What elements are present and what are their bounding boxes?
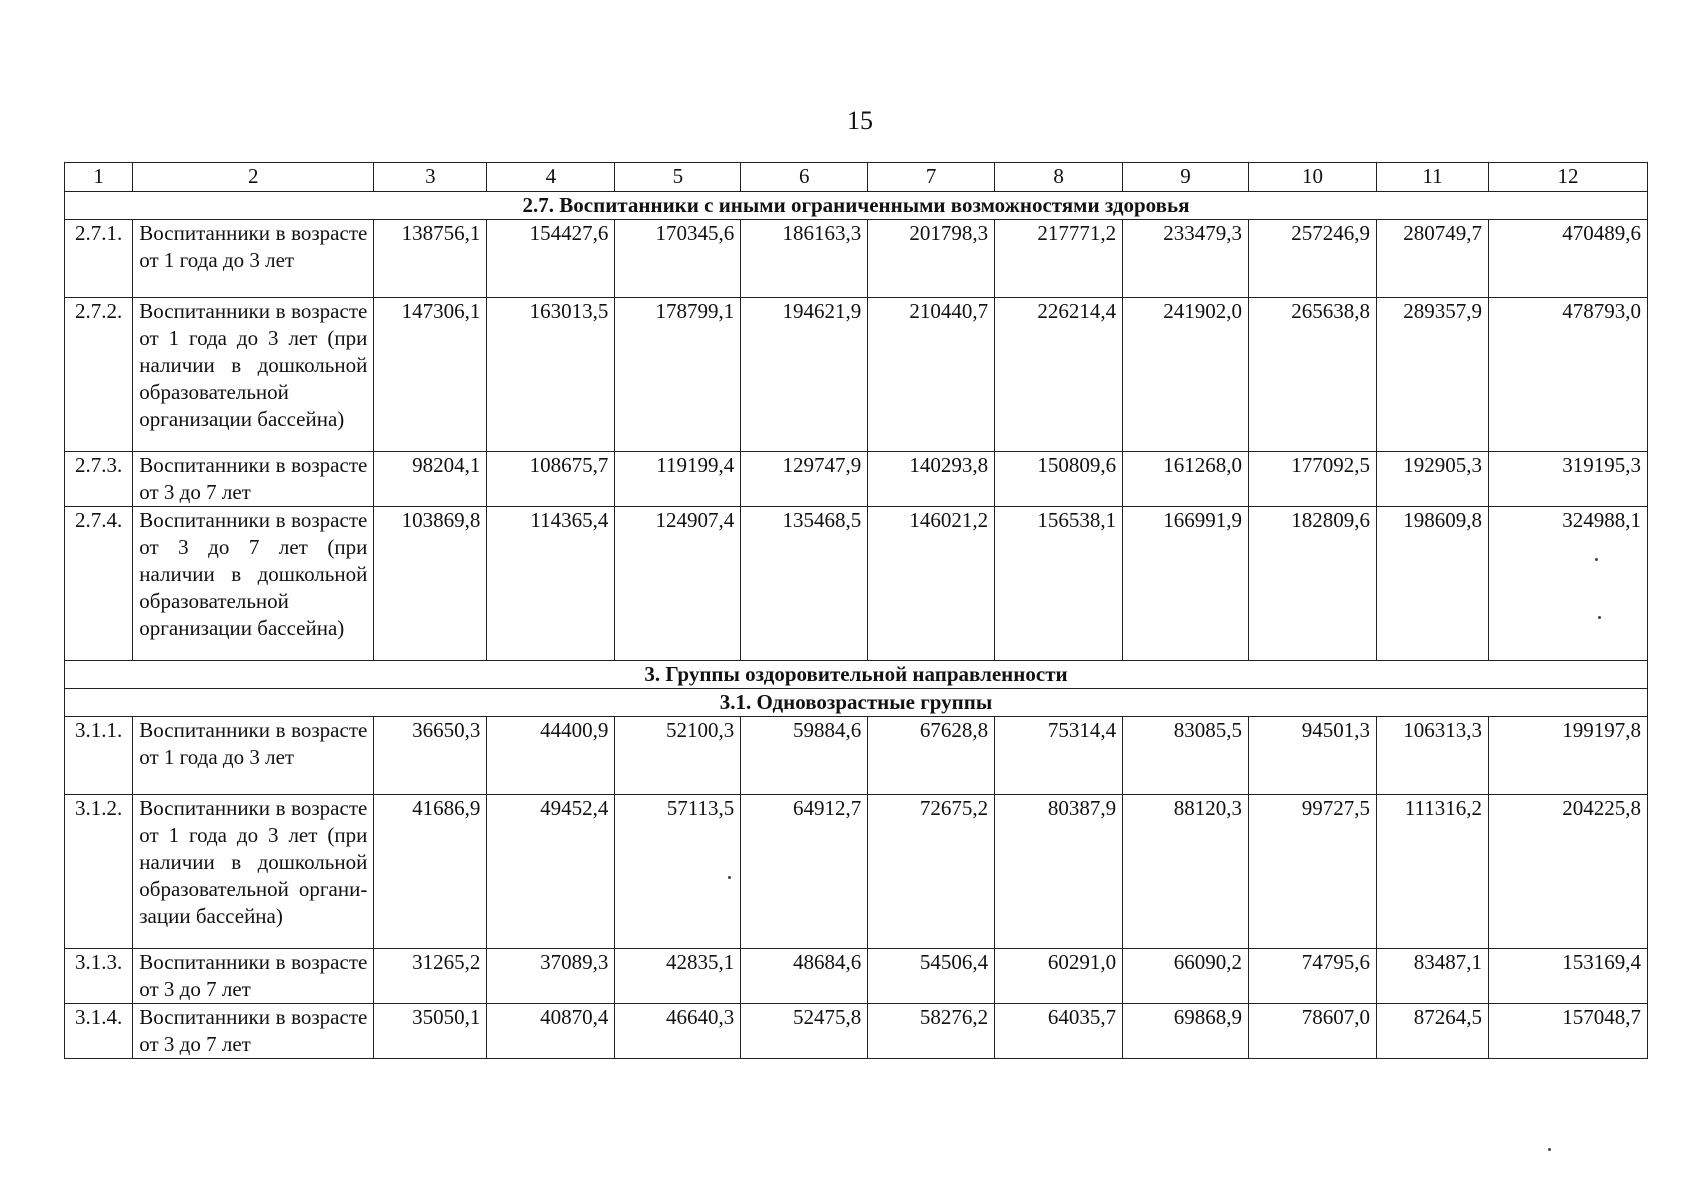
value-cell: 182809,6 [1248, 507, 1376, 661]
value-cell: 58276,2 [868, 1004, 995, 1059]
row-code-cell: 2.7.3. [65, 452, 133, 507]
table-row [65, 717, 1648, 795]
value-cell: 64035,7 [995, 1004, 1123, 1059]
row-description-cell: Воспитанники в возрасте от 3 до 7 лет [133, 1004, 374, 1059]
value-cell: 44400,9 [487, 717, 615, 795]
value-cell: 289357,9 [1376, 298, 1488, 452]
scan-speck [728, 876, 731, 879]
value-cell: 46640,3 [615, 1004, 741, 1059]
column-number-cell: 10 [1248, 163, 1376, 192]
value-cell: 59884,6 [741, 717, 868, 795]
value-cell: 280749,7 [1376, 220, 1488, 298]
value-cell: 83487,1 [1376, 949, 1488, 1004]
value-cell: 146021,2 [868, 507, 995, 661]
value-cell: 257246,9 [1248, 220, 1376, 298]
value-cell: 35050,1 [374, 1004, 487, 1059]
row-description-cell: Воспитанники в возрасте от 1 года до 3 лет [133, 717, 374, 795]
value-cell: 72675,2 [868, 795, 995, 949]
section-header-row [65, 192, 1648, 220]
column-number-cell: 8 [995, 163, 1123, 192]
row-code-cell: 3.1.3. [65, 949, 133, 1004]
value-cell: 87264,5 [1376, 1004, 1488, 1059]
table-row [65, 507, 1648, 661]
value-cell: 75314,4 [995, 717, 1123, 795]
value-cell: 201798,3 [868, 220, 995, 298]
value-cell: 66090,2 [1123, 949, 1249, 1004]
value-cell: 138756,1 [374, 220, 487, 298]
column-number-cell: 7 [868, 163, 995, 192]
value-cell: 64912,7 [741, 795, 868, 949]
value-cell: 54506,4 [868, 949, 995, 1004]
value-cell: 94501,3 [1248, 717, 1376, 795]
value-cell: 217771,2 [995, 220, 1123, 298]
row-description-cell: Воспитанники в возрасте от 3 до 7 лет [133, 949, 374, 1004]
value-cell: 49452,4 [487, 795, 615, 949]
value-cell: 156538,1 [995, 507, 1123, 661]
value-cell: 67628,8 [868, 717, 995, 795]
value-cell: 114365,4 [487, 507, 615, 661]
section-title: 3. Группы оздоровительной направленности [65, 661, 1648, 689]
value-cell: 42835,1 [615, 949, 741, 1004]
value-cell: 108675,7 [487, 452, 615, 507]
row-code-cell: 2.7.4. [65, 507, 133, 661]
value-cell: 204225,8 [1488, 795, 1647, 949]
value-cell: 199197,8 [1488, 717, 1647, 795]
column-number-cell: 1 [65, 163, 133, 192]
column-number-cell: 4 [487, 163, 615, 192]
section-title: 2.7. Воспитанники с иными ограниченными возможностями здоровья [65, 192, 1648, 220]
column-number-cell: 9 [1123, 163, 1249, 192]
scan-speck [1548, 1148, 1551, 1151]
column-number-cell: 12 [1488, 163, 1647, 192]
section-header-row [65, 689, 1648, 717]
value-cell: 74795,6 [1248, 949, 1376, 1004]
row-code-cell: 3.1.1. [65, 717, 133, 795]
value-cell: 241902,0 [1123, 298, 1249, 452]
column-number-row [65, 163, 1648, 192]
value-cell: 470489,6 [1488, 220, 1647, 298]
value-cell: 129747,9 [741, 452, 868, 507]
value-cell: 103869,8 [374, 507, 487, 661]
value-cell: 163013,5 [487, 298, 615, 452]
value-cell: 57113,5 [615, 795, 741, 949]
table-row [65, 795, 1648, 949]
value-cell: 324988,1 [1488, 507, 1647, 661]
row-description-cell: Воспитанники в возрасте от 3 до 7 лет (при наличии в дошкольной образовательной организации бассейна) [133, 507, 374, 661]
value-cell: 157048,7 [1488, 1004, 1647, 1059]
row-description-cell: Воспитанники в возрасте от 1 года до 3 лет [133, 220, 374, 298]
section-header-row [65, 661, 1648, 689]
scan-speck [1598, 616, 1601, 619]
table-row [65, 452, 1648, 507]
page-number: 15 [847, 106, 873, 135]
table-row [65, 1004, 1648, 1059]
value-cell: 83085,5 [1123, 717, 1249, 795]
value-cell: 88120,3 [1123, 795, 1249, 949]
value-cell: 192905,3 [1376, 452, 1488, 507]
value-cell: 41686,9 [374, 795, 487, 949]
column-number-cell: 6 [741, 163, 868, 192]
value-cell: 99727,5 [1248, 795, 1376, 949]
value-cell: 161268,0 [1123, 452, 1249, 507]
value-cell: 80387,9 [995, 795, 1123, 949]
row-description-cell: Воспитанники в возрасте от 1 года до 3 лет (при наличии в дошкольной образовательной организации бассейна) [133, 795, 374, 949]
value-cell: 98204,1 [374, 452, 487, 507]
row-description-cell: Воспитанники в возрасте от 1 года до 3 лет (при наличии в дошкольной образовательной организации бассейна) [133, 298, 374, 452]
value-cell: 135468,5 [741, 507, 868, 661]
column-number-cell: 11 [1376, 163, 1488, 192]
value-cell: 166991,9 [1123, 507, 1249, 661]
value-cell: 111316,2 [1376, 795, 1488, 949]
table-row [65, 949, 1648, 1004]
row-code-cell: 3.1.4. [65, 1004, 133, 1059]
value-cell: 210440,7 [868, 298, 995, 452]
table-body [65, 163, 1648, 1059]
tariff-table [64, 162, 1648, 1059]
value-cell: 319195,3 [1488, 452, 1647, 507]
value-cell: 154427,6 [487, 220, 615, 298]
value-cell: 153169,4 [1488, 949, 1647, 1004]
table-row [65, 298, 1648, 452]
row-code-cell: 3.1.2. [65, 795, 133, 949]
row-code-cell: 2.7.2. [65, 298, 133, 452]
row-code-cell: 2.7.1. [65, 220, 133, 298]
value-cell: 265638,8 [1248, 298, 1376, 452]
value-cell: 177092,5 [1248, 452, 1376, 507]
value-cell: 150809,6 [995, 452, 1123, 507]
value-cell: 31265,2 [374, 949, 487, 1004]
value-cell: 60291,0 [995, 949, 1123, 1004]
column-number-cell: 5 [615, 163, 741, 192]
column-number-cell: 2 [133, 163, 374, 192]
value-cell: 52475,8 [741, 1004, 868, 1059]
value-cell: 140293,8 [868, 452, 995, 507]
value-cell: 36650,3 [374, 717, 487, 795]
value-cell: 198609,8 [1376, 507, 1488, 661]
value-cell: 69868,9 [1123, 1004, 1249, 1059]
row-description-cell: Воспитанники в возрасте от 3 до 7 лет [133, 452, 374, 507]
value-cell: 52100,3 [615, 717, 741, 795]
value-cell: 186163,3 [741, 220, 868, 298]
value-cell: 233479,3 [1123, 220, 1249, 298]
value-cell: 226214,4 [995, 298, 1123, 452]
section-title: 3.1. Одновозрастные группы [65, 689, 1648, 717]
value-cell: 119199,4 [615, 452, 741, 507]
value-cell: 170345,6 [615, 220, 741, 298]
value-cell: 37089,3 [487, 949, 615, 1004]
value-cell: 78607,0 [1248, 1004, 1376, 1059]
scan-speck [1595, 558, 1598, 561]
value-cell: 478793,0 [1488, 298, 1647, 452]
value-cell: 147306,1 [374, 298, 487, 452]
value-cell: 194621,9 [741, 298, 868, 452]
value-cell: 48684,6 [741, 949, 868, 1004]
column-number-cell: 3 [374, 163, 487, 192]
value-cell: 106313,3 [1376, 717, 1488, 795]
value-cell: 124907,4 [615, 507, 741, 661]
value-cell: 40870,4 [487, 1004, 615, 1059]
table-row [65, 220, 1648, 298]
value-cell: 178799,1 [615, 298, 741, 452]
